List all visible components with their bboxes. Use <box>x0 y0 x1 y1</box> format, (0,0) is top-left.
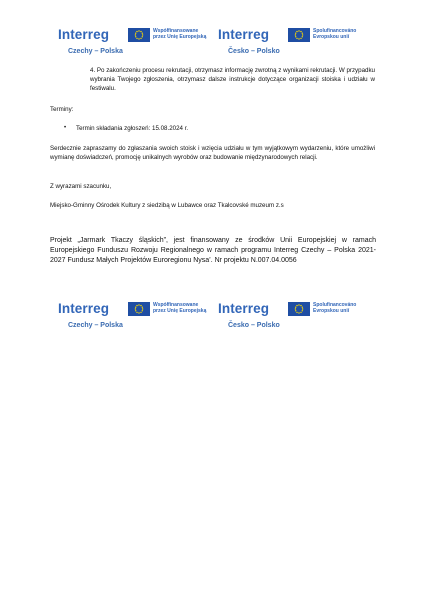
region-label: Czechy – Polska <box>68 322 123 329</box>
interreg-czechy-polska-logo <box>58 300 208 340</box>
brand-wordmark: Interreg <box>58 27 110 42</box>
region-label: Czechy – Polska <box>68 48 123 55</box>
interreg-cesko-polsko-logo <box>218 26 368 66</box>
header-logo-bar <box>58 26 368 66</box>
footer-logo-bar <box>58 300 368 340</box>
recruitment-step-4: 4. Po zakończeniu procesu rekrutacji, otrzymasz informację zwrotną z wynikami rekrutacji. W przypadku wybrania Twojego zgłoszenia, otrzymasz dalsze instrukcje dotyczące organizacji stoiska i udziału w festiwalu. <box>90 67 375 92</box>
deadline-item: Termin składania zgłoszeń: 15.08.2024 r. <box>76 125 189 132</box>
project-funding-note: Projekt „Jarmark Tkaczy śląskich”, jest finansowany ze środków Unii Europejskiej w ramach Europejskiego Funduszu Rozwoju Regionalnego w ramach programu Interreg Czechy – Polska 2021-2027 Fundusz Małych Projektów Euroregionu Nysa’. Nr projektu N.007.04.0056 <box>50 237 376 264</box>
invitation-paragraph: Serdecznie zapraszamy do zgłaszania swoich stoisk i wzięcia udziału w tym wyjątkowym wydarzeniu, które umożliwi wymianę doświadczeń, promocję unikalnych wyrobów oraz budowanie międzynarodowych relacji. <box>50 145 375 161</box>
eu-flag-icon <box>288 28 310 42</box>
brand-wordmark: Interreg <box>218 301 270 316</box>
terms-label: Terminy: <box>50 106 74 113</box>
eu-flag-icon <box>128 302 150 316</box>
brand-wordmark: Interreg <box>58 301 110 316</box>
interreg-czechy-polska-logo <box>58 26 208 66</box>
eu-flag-icon <box>288 302 310 316</box>
eu-flag-icon <box>128 28 150 42</box>
region-label: Česko – Polsko <box>228 322 280 329</box>
funding-text: Spolufinancováno Evropskou unií <box>313 28 357 40</box>
funding-text: Współfinansowane przez Unię Europejską <box>153 302 207 314</box>
signature: Miejsko-Gminny Ośrodek Kultury z siedzibą w Lubawce oraz Tkalcovské muzeum z.s <box>50 202 284 209</box>
bullet-icon: • <box>64 125 67 131</box>
funding-text: Spolufinancováno Evropskou unií <box>313 302 357 314</box>
interreg-cesko-polsko-logo <box>218 300 368 340</box>
region-label: Česko – Polsko <box>228 48 280 55</box>
funding-text: Współfinansowane przez Unię Europejską <box>153 28 207 40</box>
brand-wordmark: Interreg <box>218 27 270 42</box>
closing-regards: Z wyrazami szacunku, <box>50 183 112 190</box>
